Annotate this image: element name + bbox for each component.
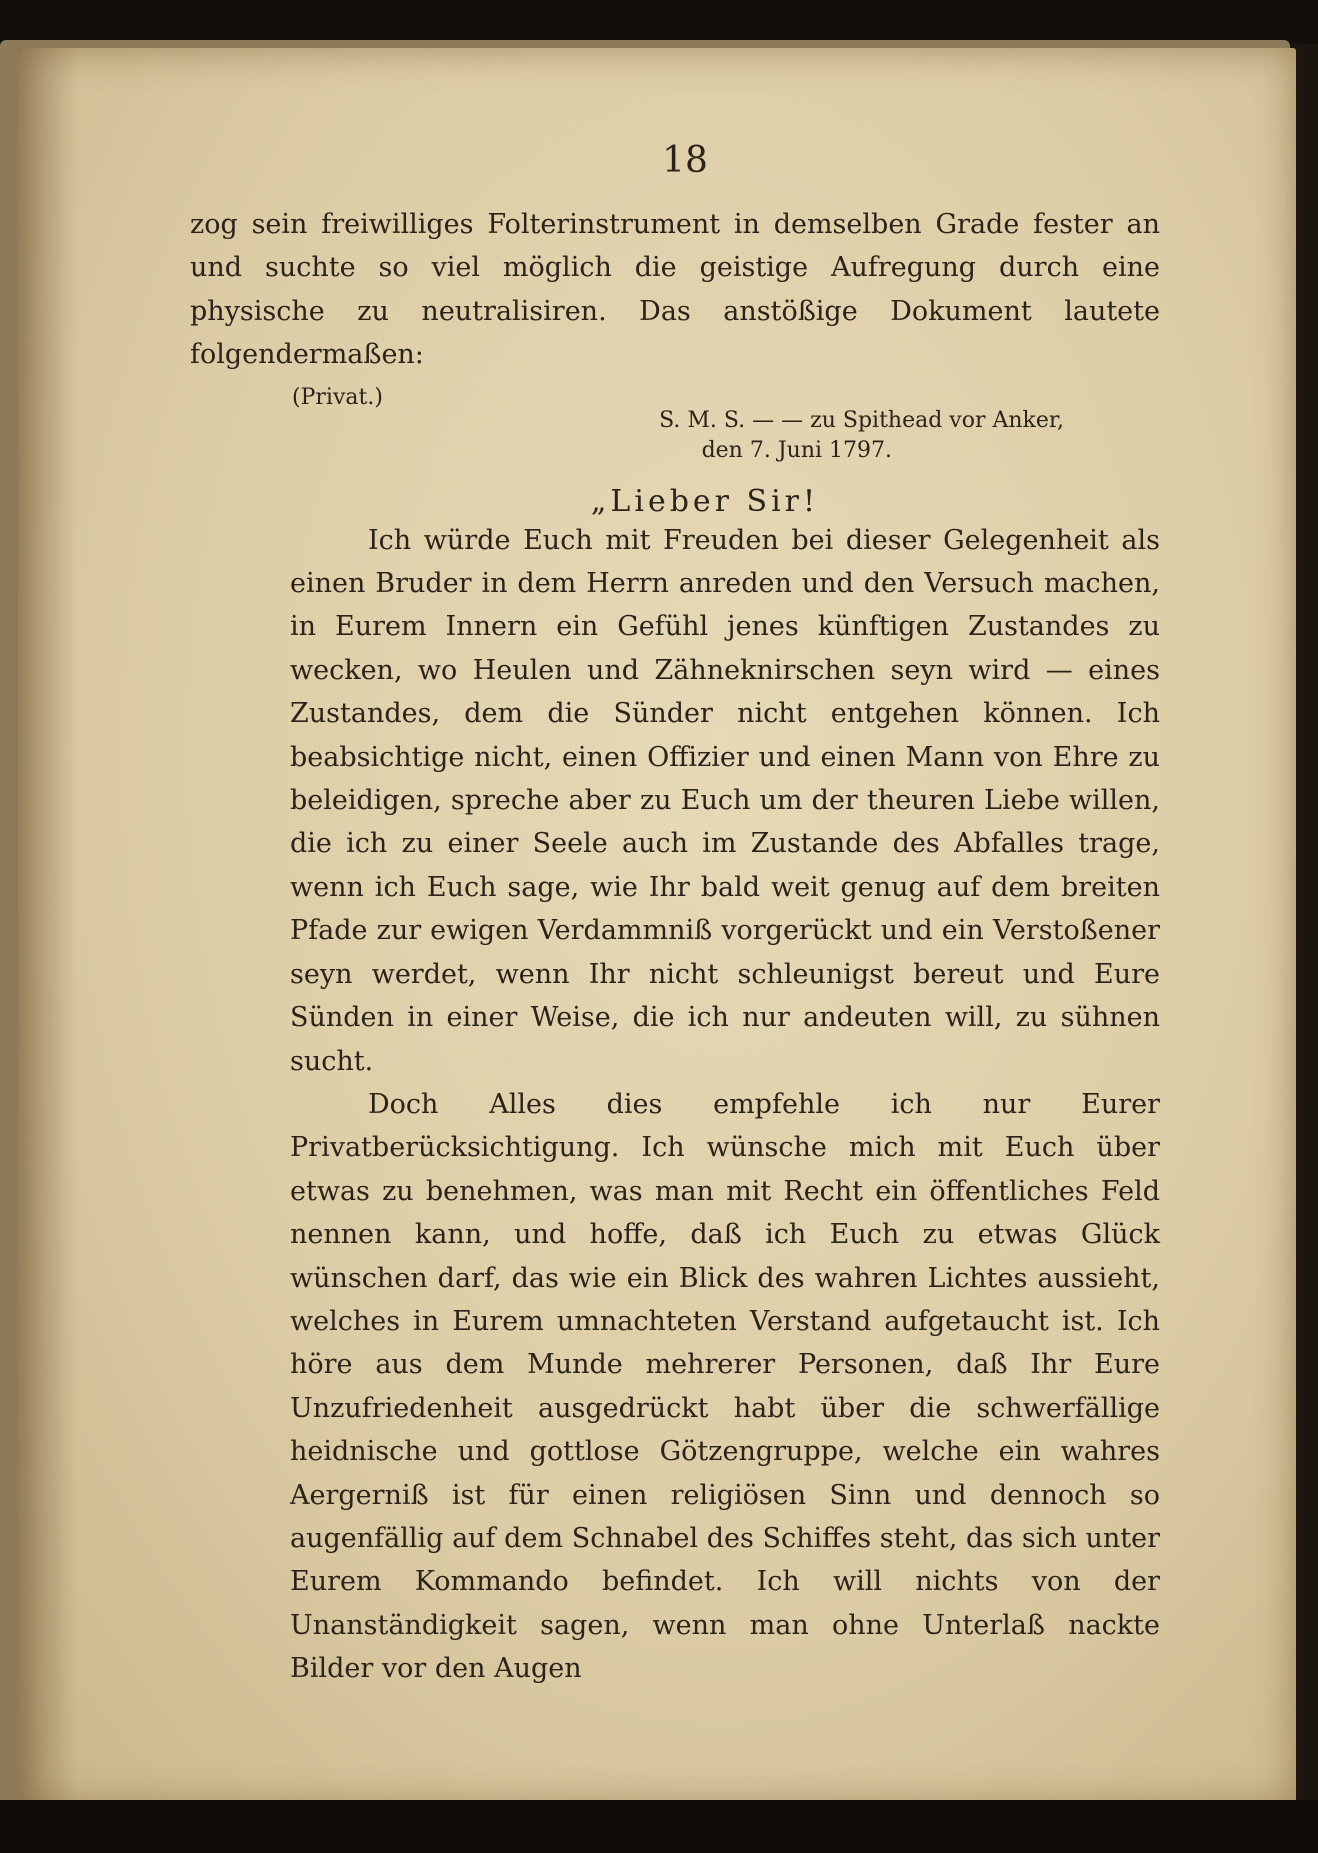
page-number: 18 (662, 140, 708, 181)
letter-date: den 7. Juni 1797. (701, 437, 892, 463)
page-text-block (190, 140, 1160, 1691)
letter-salutation: „Lieber Sir! (590, 483, 820, 519)
scan-bottom-border (0, 1800, 1318, 1853)
privat-label: (Privat.) (292, 384, 383, 410)
letter-paragraph-1: Ich würde Euch mit Freuden bei dieser Gelegenheit als einen Bruder in dem Herrn anreden und den Versuch machen, in Eurem Innern ein Gefühl jenes künftigen Zustandes zu wecken, wo Heulen und Zähneknirschen seyn wird — eines Zustandes, dem die Sünder nicht entgehen können. Ich beabsichtige nicht, einen Offizier und einen Mann von Ehre zu beleidigen, spreche aber zu Euch um der theuren Liebe willen, die ich zu einer Seele auch im Zustande des Abfalles trage, wenn ich Euch sage, wie Ihr bald weit genug auf dem breiten Pfade zur ewigen Verdammniß vorgerückt und ein Verstoßener seyn werdet, wenn Ihr nicht schleunigst bereut und Eure Sünden in einer Weise, die ich nur andeuten will, zu sühnen sucht. (290, 524, 1160, 1077)
intro-paragraph: zog sein freiwilliges Folterinstrument in demselben Grade fester an und suchte so viel möglich die geistige Aufregung durch eine physische zu neutralisiren. Das anstößige Dokument lautete folgendermaßen: (190, 209, 1160, 371)
letter-body (290, 519, 1160, 1691)
page-gutter-shadow (18, 48, 78, 1808)
letter-paragraph-2: Doch Alles dies empfehle ich nur Eurer Privatberücksichtigung. Ich wünsche mich mit Euch über etwas zu benehmen, was man mit Recht ein öffentliches Feld nennen kann, und hoffe, daß ich Euch zu etwas Glück wünschen darf, das wie ein Blick des wahren Lichtes aussieht, welches in Eurem umnachteten Verstand aufgetaucht ist. Ich höre aus dem Munde mehrerer Personen, daß Ihr Eure Unzufriedenheit ausgedrückt habt über die schwerfällige heidnische und gottlose Götzengruppe, welche ein wahres Aergerniß ist für einen religiösen Sinn und dennoch so augenfällig auf dem Schnabel des Schiffes steht, das sich unter Eurem Kommando befindet. Ich will nichts von der Unanständigkeit sagen, wenn man ohne Unterlaß nackte Bilder vor den Augen (290, 1088, 1160, 1685)
letter-location: S. M. S. — — zu Spithead vor Anker, (659, 407, 1064, 433)
scan-top-border (0, 0, 1318, 44)
